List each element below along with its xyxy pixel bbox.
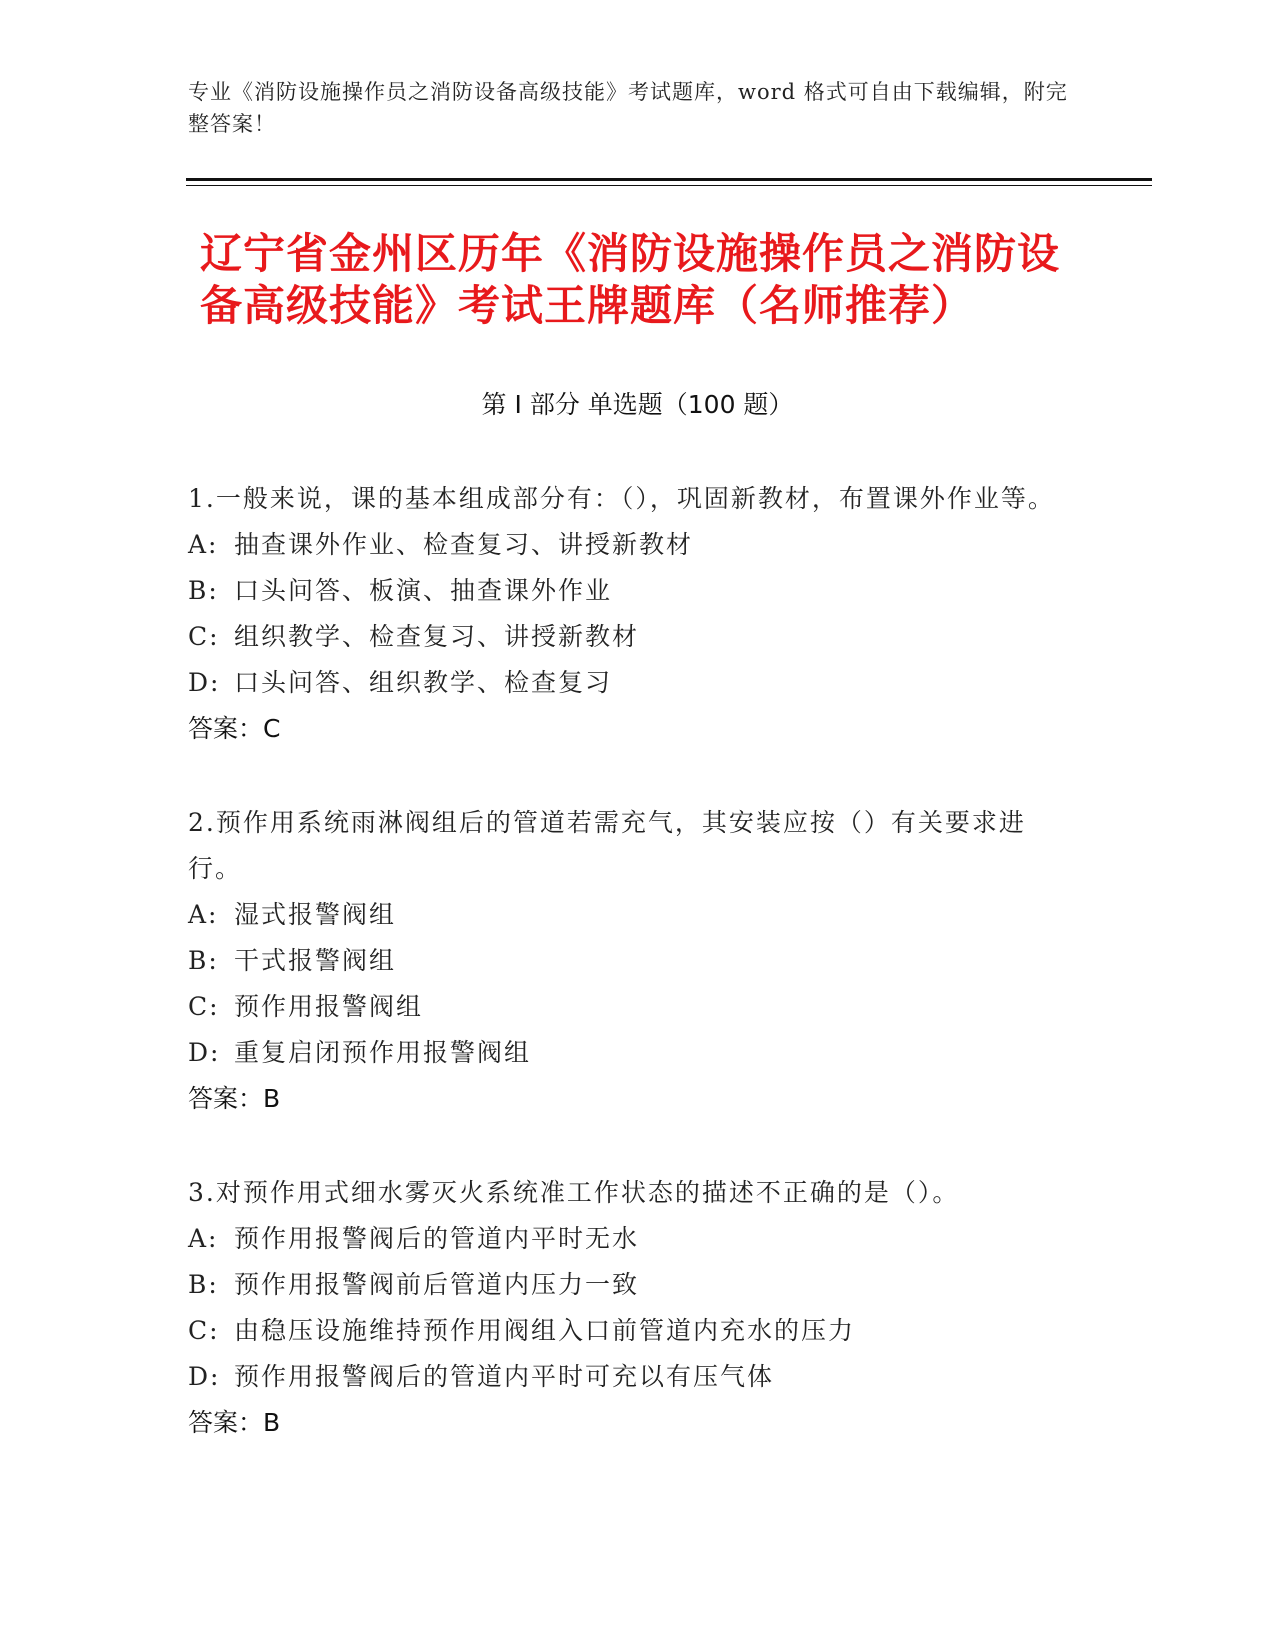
option-text: 干式报警阀组 <box>234 946 397 975</box>
option-text: 预作用报警阀后的管道内平时无水 <box>234 1224 640 1253</box>
answer: 答案：C <box>188 714 281 743</box>
option-letter: D: <box>188 1038 221 1067</box>
option-letter: C: <box>188 622 220 651</box>
option-text: 抽查课外作业、检查复习、讲授新教材 <box>234 530 694 559</box>
option-letter: C: <box>188 1316 220 1345</box>
answer: 答案：B <box>188 1084 281 1113</box>
option-text: 口头问答、板演、抽查课外作业 <box>234 576 613 605</box>
option-text: 预作用报警阀前后管道内压力一致 <box>234 1270 640 1299</box>
option-letter: A: <box>188 1224 219 1253</box>
option-b <box>188 568 1068 614</box>
section-heading: 第 I 部分 单选题（100 题） <box>481 390 794 419</box>
option-b <box>188 938 1068 984</box>
option-c <box>188 984 1068 1030</box>
option-c <box>188 1308 1068 1354</box>
option-b <box>188 1262 1068 1308</box>
header-divider-thick <box>186 178 1152 181</box>
option-letter: B: <box>188 946 219 975</box>
question-stem: 2.预作用系统雨淋阀组后的管道若需充气，其安装应按（）有关要求进行。 <box>188 808 1026 883</box>
option-a <box>188 1216 1068 1262</box>
option-text: 预作用报警阀组 <box>234 992 424 1021</box>
option-letter: A: <box>188 530 219 559</box>
question-3 <box>188 1170 1068 1446</box>
option-text: 预作用报警阀后的管道内平时可充以有压气体 <box>234 1362 775 1391</box>
option-letter: B: <box>188 576 219 605</box>
option-letter: B: <box>188 1270 219 1299</box>
question-1 <box>188 476 1068 752</box>
option-text: 重复启闭预作用报警阀组 <box>234 1038 532 1067</box>
question-stem: 1.一般来说，课的基本组成部分有：（），巩固新教材，布置课外作业等。 <box>188 484 1055 513</box>
option-text: 口头问答、组织教学、检查复习 <box>234 668 613 697</box>
option-letter: A: <box>188 900 219 929</box>
option-a <box>188 522 1068 568</box>
question-list <box>188 476 1068 1494</box>
question-stem: 3.对预作用式细水雾灭火系统准工作状态的描述不正确的是（）。 <box>188 1178 960 1207</box>
option-d <box>188 1030 1068 1076</box>
option-letter: D: <box>188 1362 221 1391</box>
document-title: 辽宁省金州区历年《消防设施操作员之消防设备高级技能》考试王牌题库（名师推荐） <box>200 229 1061 330</box>
header-note: 专业《消防设施操作员之消防设备高级技能》考试题库，word 格式可自由下载编辑，附完整答案！ <box>188 80 1068 136</box>
option-letter: D: <box>188 668 221 697</box>
option-d <box>188 1354 1068 1400</box>
option-letter: C: <box>188 992 220 1021</box>
option-text: 组织教学、检查复习、讲授新教材 <box>234 622 640 651</box>
option-text: 由稳压设施维持预作用阀组入口前管道内充水的压力 <box>234 1316 856 1345</box>
option-d <box>188 660 1068 706</box>
option-a <box>188 892 1068 938</box>
option-c <box>188 614 1068 660</box>
answer: 答案：B <box>188 1408 281 1437</box>
option-text: 湿式报警阀组 <box>234 900 397 929</box>
header-divider-thin <box>186 185 1152 186</box>
question-2 <box>188 800 1068 1122</box>
